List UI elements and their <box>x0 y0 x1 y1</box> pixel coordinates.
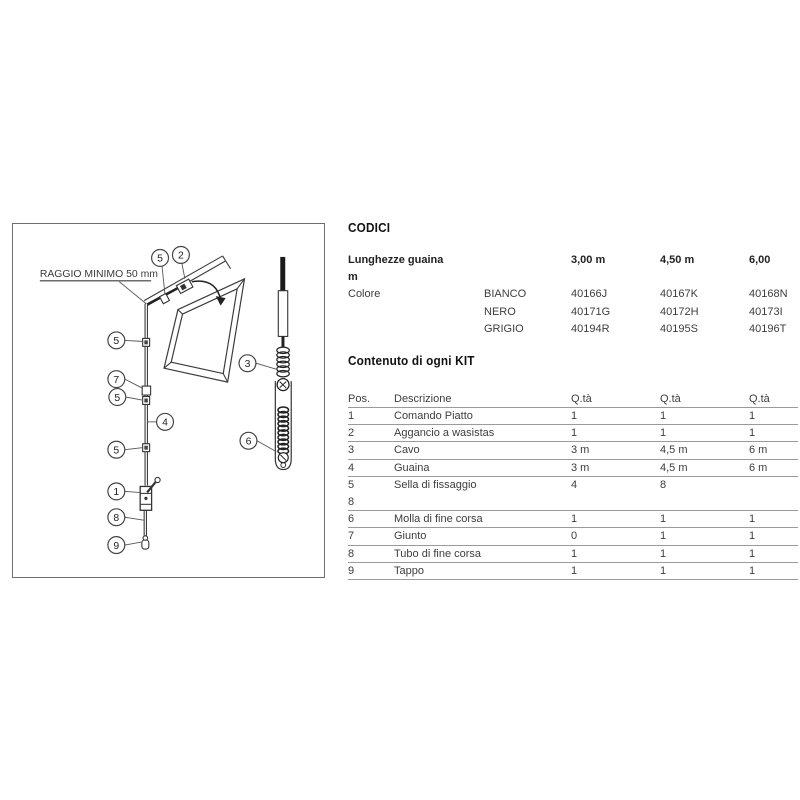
header-qta-2: Q.tà <box>660 393 681 405</box>
end-tube-and-cap <box>142 510 149 549</box>
clip-top <box>160 294 170 304</box>
clip-items <box>142 338 150 451</box>
callout-8-label: 8 <box>113 513 120 525</box>
table-row: 3 Cavo 3 m 4,5 m 6 m <box>348 442 798 459</box>
table-row: 7 Giunto 0 1 1 <box>348 528 798 545</box>
kit-title: Contenuto di ogni KIT <box>348 354 475 368</box>
callout-7-label: 7 <box>113 374 120 386</box>
callout-4-label: 4 <box>162 417 168 429</box>
table-row: 8 Tubo di fine corsa 1 1 1 <box>348 546 798 563</box>
technical-diagram <box>13 224 324 577</box>
code: 40196T <box>749 323 787 336</box>
table-row: 1 Comando Piatto 1 1 1 <box>348 408 798 425</box>
table-row: 6 Molla di fine corsa 1 1 1 <box>348 511 798 528</box>
callout-5-mid-label: 5 <box>114 392 121 404</box>
length-label: Lunghezze guaina m <box>348 254 444 283</box>
table-row: 9 Tappo 1 1 1 <box>348 563 798 580</box>
code: 40194R <box>571 323 610 336</box>
raggio-leader-line <box>119 282 146 304</box>
callout-6-label: 6 <box>245 436 252 448</box>
header-qta-3: Q.tà <box>749 393 770 405</box>
color-name: NERO <box>484 305 516 318</box>
callout-9-label: 9 <box>113 540 120 552</box>
length-col-1: 3,00 m <box>571 254 606 266</box>
length-col-3: 6,00 <box>749 254 771 266</box>
code: 40195S <box>660 323 698 336</box>
table-row: 5 Sella di fissaggio 4 8 <box>348 478 667 491</box>
callout-5-top-label: 5 <box>157 253 163 265</box>
callout-1-label: 1 <box>113 487 120 499</box>
table-row-continuation: 8 <box>348 494 798 511</box>
table-row: 2 Aggancio a wasistas 1 1 1 <box>348 425 798 442</box>
spring-assembly <box>275 257 291 470</box>
code: 40172H <box>660 305 699 318</box>
kit-header-row <box>348 391 798 408</box>
callout-2-label: 2 <box>178 250 184 262</box>
codici-table <box>348 252 798 339</box>
header-descrizione: Descrizione <box>394 393 452 405</box>
length-col-2: 4,50 m <box>660 254 695 266</box>
code: 40168N <box>749 288 788 300</box>
kit-table <box>348 391 798 580</box>
table-row: 4 Guaina 3 m 4,5 m 6 m <box>348 460 798 477</box>
code: 40171G <box>571 305 611 318</box>
color-name: BIANCO <box>484 288 527 300</box>
color-name: GRIGIO <box>484 323 524 336</box>
control-handle <box>140 477 160 510</box>
callout-5-low-label: 5 <box>113 445 120 457</box>
raggio-minimo-label: RAGGIO MINIMO 50 mm <box>39 268 158 280</box>
header-qta-1: Q.tà <box>571 393 592 405</box>
callout-5-left-label: 5 <box>113 336 120 348</box>
code: 40166J <box>571 288 608 300</box>
callout-3-label: 3 <box>244 359 251 371</box>
codici-title: CODICI <box>348 221 391 235</box>
color-label: Colore <box>348 288 381 300</box>
diagram-frame <box>12 223 325 578</box>
code: 40167K <box>660 288 698 300</box>
header-pos: Pos. <box>348 393 371 405</box>
code: 40173I <box>749 305 783 318</box>
window-sash <box>164 279 244 382</box>
